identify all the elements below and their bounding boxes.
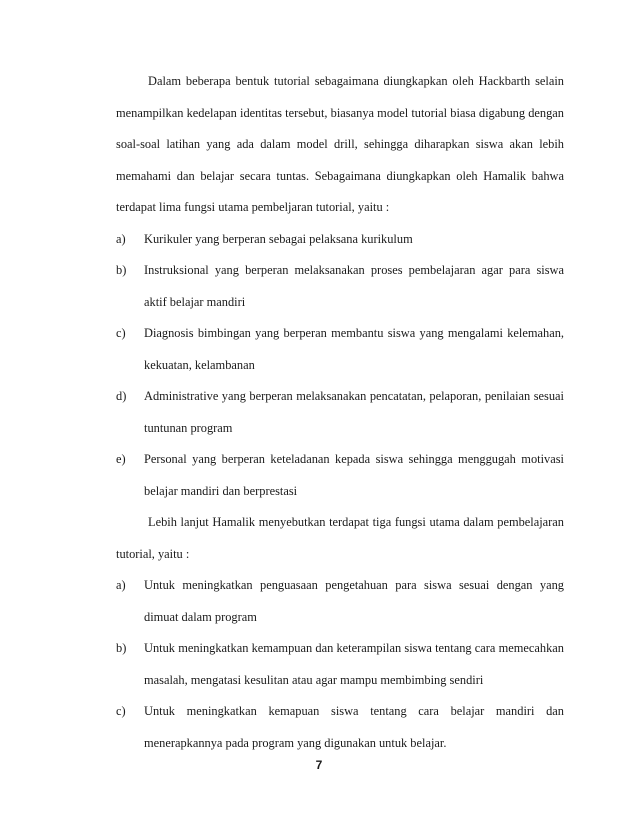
document-body [116,66,564,759]
list-item-text: Untuk meningkatkan kemapuan siswa tentang cara belajar mandiri dan menerapkannya pada program yang digunakan untuk belajar. [144,704,564,750]
list-item-text: Kurikuler yang berperan sebagai pelaksana kurikulum [144,231,413,246]
functions-list-five [116,224,564,508]
list-item [116,318,564,381]
list-item [116,444,564,507]
list-item-text: Untuk meningkatkan penguasaan pengetahuan para siswa sesuai dengan yang dimuat dalam program [144,578,564,624]
list-item [116,696,564,759]
functions-list-three [116,570,564,759]
intro-paragraph: Dalam beberapa bentuk tutorial sebagaimana diungkapkan oleh Hackbarth selain menampilkan kedelapan identitas tersebut, biasanya model tutorial biasa digabung dengan soal-soal latihan yang ada dalam model drill, sehingga diharapkan siswa akan lebih memahami dan belajar secara tuntas. Sebagaimana diungkapkan oleh Hamalik bahwa terdapat lima fungsi utama pembeljaran tutorial, yaitu : [116,74,564,214]
list-marker: b) [116,263,127,277]
second-paragraph: Lebih lanjut Hamalik menyebutkan terdapat tiga fungsi utama dalam pembelajaran tutorial, yaitu : [116,515,564,561]
list-item-text: Instruksional yang berperan melaksanakan proses pembelajaran agar para siswa aktif belajar mandiri [144,263,564,309]
list-marker: b) [116,641,127,655]
list-marker: c) [116,704,126,718]
list-item [116,255,564,318]
list-item-text: Diagnosis bimbingan yang berperan membantu siswa yang mengalami kelemahan, kekuatan, kelambanan [144,326,564,372]
list-item [116,633,564,696]
list-item-text: Administrative yang berperan melaksanakan pencatatan, pelaporan, penilaian sesuai tuntunan program [144,389,564,435]
list-item-text: Untuk meningkatkan kemampuan dan keterampilan siswa tentang cara memecahkan masalah, mengatasi kesulitan atau agar mampu membimbing sendiri [144,641,564,687]
list-item [116,224,564,256]
list-marker: e) [116,452,126,466]
list-marker: a) [116,231,126,246]
list-marker: a) [116,578,126,592]
list-item [116,570,564,633]
page-number: 7 [315,758,323,772]
list-item [116,381,564,444]
list-item-text: Personal yang berperan keteladanan kepada siswa sehingga menggugah motivasi belajar mandiri dan berprestasi [144,452,564,498]
list-marker: d) [116,389,127,403]
list-marker: c) [116,326,126,340]
